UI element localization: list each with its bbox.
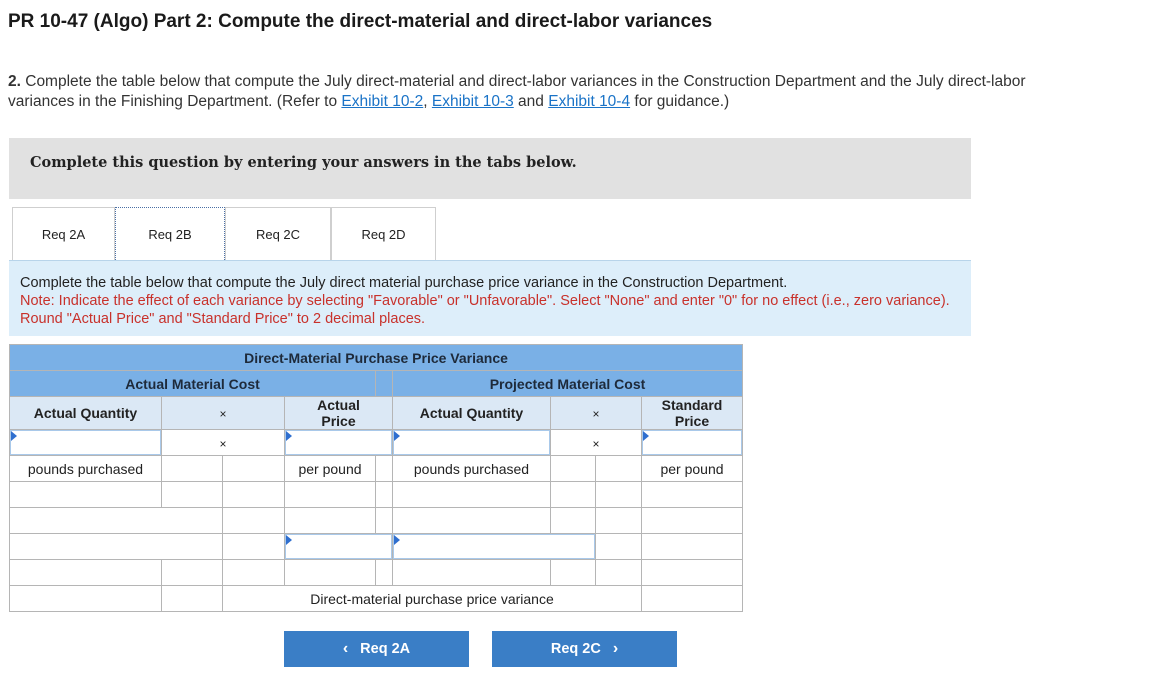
empty-cell	[596, 508, 642, 534]
tab-req-2d[interactable]: Req 2D	[331, 207, 436, 260]
instructions	[8, 72, 1088, 112]
variance-amount-cell	[285, 534, 393, 560]
times-symbol: ×	[592, 436, 600, 451]
instruction-sep-1: ,	[423, 93, 432, 110]
empty-cell	[551, 560, 596, 586]
question-note: Note: Indicate the effect of each variance by selecting "Favorable" or "Unfavorable". Select "None" and enter "0" for no effect (i.e., zero variance). Round "Actual Price" and "Standard Price" to 2 decimal places.	[20, 293, 950, 327]
variance-effect-select[interactable]	[393, 534, 595, 559]
empty-cell	[376, 482, 393, 508]
page-title: PR 10-47 (Algo) Part 2: Compute the direct-material and direct-labor variances	[8, 11, 713, 32]
empty-cell	[162, 456, 223, 482]
empty-cell	[223, 508, 285, 534]
actual-price-cell	[285, 430, 393, 456]
empty-cell	[376, 560, 393, 586]
table-title: Direct-Material Purchase Price Variance	[10, 345, 743, 371]
unit-pounds-purchased-2: pounds purchased	[393, 456, 551, 482]
times-cell-2	[551, 430, 642, 456]
actual-quantity-2-cell	[393, 430, 551, 456]
variance-table	[9, 344, 743, 612]
times-cell	[162, 430, 285, 456]
empty-cell	[642, 534, 743, 560]
header-actual-material-cost: Actual Material Cost	[10, 371, 376, 397]
empty-cell	[10, 534, 223, 560]
empty-cell	[376, 456, 393, 482]
instruction-banner	[9, 138, 971, 199]
empty-cell	[285, 560, 376, 586]
header-projected-material-cost: Projected Material Cost	[393, 371, 743, 397]
dropdown-marker-icon	[394, 535, 400, 545]
tab-req-2b[interactable]: Req 2B	[115, 207, 225, 260]
instruction-sep-2: and	[513, 93, 549, 110]
times-symbol: ×	[592, 406, 600, 421]
empty-cell	[223, 456, 285, 482]
times-symbol: ×	[219, 406, 227, 421]
empty-cell	[642, 560, 743, 586]
exhibit-10-2-link[interactable]: Exhibit 10-2	[341, 93, 424, 110]
instruction-text-2: for guidance.)	[630, 93, 730, 110]
empty-cell	[596, 482, 642, 508]
question-box	[9, 260, 971, 336]
actual-quantity-2-input[interactable]	[393, 430, 550, 455]
prev-button-label: Req 2A	[360, 641, 411, 657]
empty-cell	[223, 482, 285, 508]
actual-quantity-cell	[10, 430, 162, 456]
unit-per-pound: per pound	[285, 456, 376, 482]
input-marker-icon	[286, 535, 292, 545]
empty-cell	[10, 586, 162, 612]
empty-cell	[596, 456, 642, 482]
empty-cell	[10, 482, 162, 508]
empty-cell	[285, 482, 376, 508]
empty-cell	[162, 482, 223, 508]
chevron-right-icon: ›	[612, 640, 619, 657]
empty-cell	[596, 560, 642, 586]
footer-variance-label: Direct-material purchase price variance	[223, 586, 642, 612]
empty-cell	[223, 534, 285, 560]
input-marker-icon	[286, 431, 292, 441]
times-symbol: ×	[219, 436, 227, 451]
tab-req-2a[interactable]: Req 2A	[12, 207, 115, 260]
input-marker-icon	[643, 431, 649, 441]
empty-cell	[285, 508, 376, 534]
standard-price-cell	[642, 430, 743, 456]
banner-text: Complete this question by entering your answers in the tabs below.	[30, 154, 577, 171]
col-actual-quantity: Actual Quantity	[10, 397, 162, 430]
col-actual-quantity-2: Actual Quantity	[393, 397, 551, 430]
empty-cell	[162, 560, 223, 586]
input-marker-icon	[394, 431, 400, 441]
empty-cell	[376, 508, 393, 534]
prev-req-2a-button[interactable]	[284, 631, 469, 667]
col-standard-price-line2: Price	[674, 413, 710, 429]
col-times-2	[551, 397, 642, 430]
col-times-1	[162, 397, 285, 430]
empty-cell	[642, 586, 743, 612]
empty-cell	[642, 508, 743, 534]
unit-pounds-purchased: pounds purchased	[10, 456, 162, 482]
empty-cell	[596, 534, 642, 560]
instruction-number: 2.	[8, 73, 21, 90]
variance-amount-input[interactable]	[285, 534, 392, 559]
header-spacer	[376, 371, 393, 397]
empty-cell	[551, 456, 596, 482]
exhibit-10-4-link[interactable]: Exhibit 10-4	[548, 93, 631, 110]
empty-cell	[393, 508, 551, 534]
col-actual-price-line1: Actual	[317, 397, 360, 413]
actual-quantity-input[interactable]	[10, 430, 161, 455]
next-req-2c-button[interactable]	[492, 631, 677, 667]
tab-req-2c[interactable]: Req 2C	[225, 207, 331, 260]
chevron-left-icon: ‹	[342, 640, 349, 657]
input-marker-icon	[11, 431, 17, 441]
next-button-label: Req 2C	[550, 641, 601, 657]
exhibit-10-3-link[interactable]: Exhibit 10-3	[431, 93, 514, 110]
col-standard-price-line1: Standard	[661, 397, 723, 413]
unit-per-pound-2: per pound	[642, 456, 743, 482]
standard-price-input[interactable]	[642, 430, 742, 455]
empty-cell	[393, 560, 551, 586]
col-standard-price	[642, 397, 743, 430]
question-text: Complete the table below that compute the July direct material purchase price variance in the Construction Department.	[20, 275, 788, 291]
col-actual-price-line2: Price	[321, 413, 356, 429]
empty-cell	[551, 482, 596, 508]
variance-effect-cell	[393, 534, 596, 560]
instruction-text-1: Complete the table below that compute the July direct-material and direct-labor variances in the Construction Department and the July direct-labor variances in the Finishing Department. (Refer to	[8, 73, 1026, 110]
col-actual-price	[285, 397, 393, 430]
empty-cell	[551, 508, 596, 534]
empty-cell	[10, 508, 223, 534]
actual-price-input[interactable]	[285, 430, 392, 455]
empty-cell	[162, 586, 223, 612]
empty-cell	[642, 482, 743, 508]
empty-cell	[223, 560, 285, 586]
empty-cell	[10, 560, 162, 586]
empty-cell	[393, 482, 551, 508]
